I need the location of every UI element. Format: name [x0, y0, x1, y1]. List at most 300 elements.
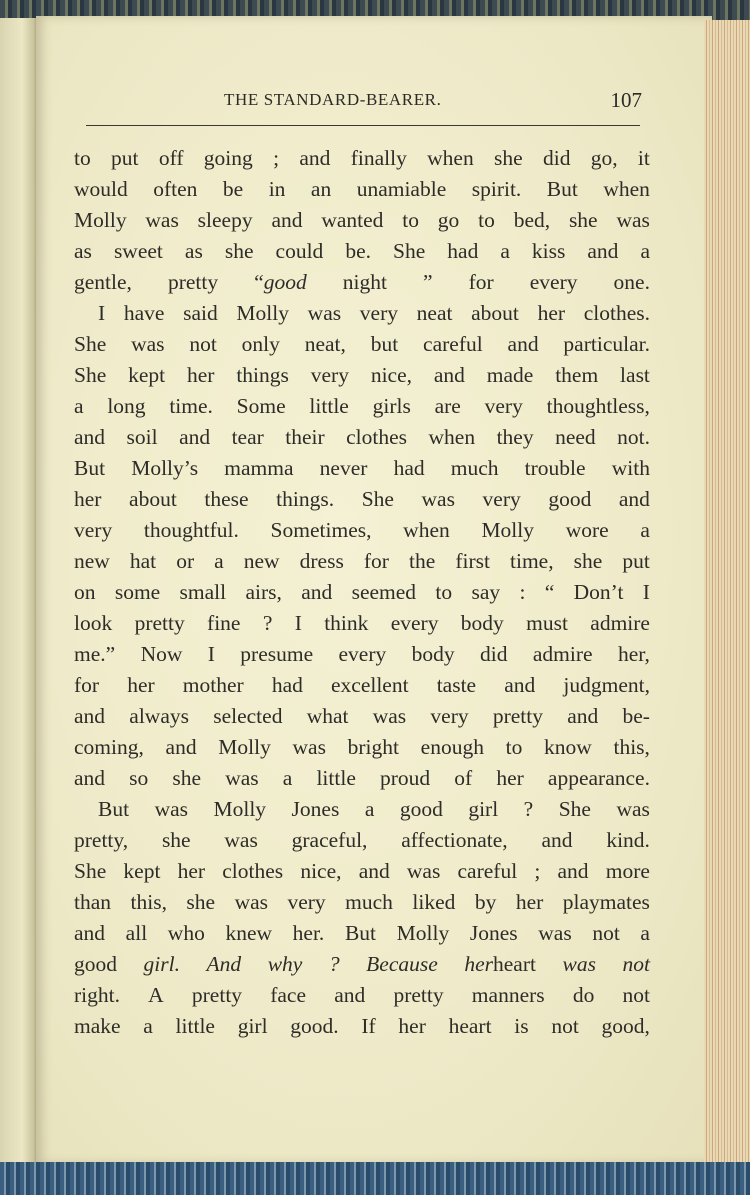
word: new	[243, 549, 280, 573]
word: admire	[532, 642, 593, 666]
word: right.	[74, 983, 120, 1007]
word: time.	[169, 394, 213, 418]
word: pretty	[134, 611, 185, 635]
word: fine	[207, 611, 241, 635]
word: I	[294, 611, 302, 635]
word: girls	[372, 394, 411, 418]
word: pretty	[393, 983, 444, 1007]
word: of	[454, 766, 473, 790]
word: be.	[345, 239, 371, 263]
word: she	[186, 890, 216, 914]
word: a	[640, 921, 650, 945]
word: know	[544, 735, 592, 759]
word: careful	[457, 859, 518, 883]
text-line	[74, 608, 650, 639]
word: And	[206, 952, 242, 976]
text-line	[74, 329, 650, 360]
word: thoughtful.	[143, 518, 239, 542]
word: proud	[380, 766, 431, 790]
text-line	[74, 794, 650, 825]
word: a	[640, 239, 650, 263]
word: her	[515, 890, 544, 914]
word: long	[107, 394, 146, 418]
page-number: 107	[610, 88, 642, 112]
word: Molly	[218, 735, 271, 759]
word: careful	[423, 332, 483, 356]
word: her	[177, 859, 206, 883]
word: a	[143, 1014, 153, 1038]
word: was	[145, 208, 179, 232]
word: not.	[617, 425, 650, 449]
text-line	[74, 391, 650, 422]
word: her.	[292, 921, 325, 945]
word: But	[546, 177, 578, 201]
text-line	[74, 918, 650, 949]
word: sleepy	[197, 208, 253, 232]
text-line	[74, 1011, 650, 1042]
word: did	[480, 642, 508, 666]
text-line	[74, 577, 650, 608]
word: make	[74, 1014, 121, 1038]
word: ?	[262, 611, 273, 635]
word: she	[161, 828, 191, 852]
word: new	[74, 549, 110, 573]
word: very	[310, 363, 349, 387]
word: and	[301, 580, 333, 604]
word: I	[207, 642, 215, 666]
facing-page-edge	[0, 18, 40, 1164]
word: very	[482, 487, 521, 511]
word: Some	[236, 394, 286, 418]
word: Don’t	[573, 580, 624, 604]
word: every	[338, 642, 387, 666]
word: little	[175, 1014, 215, 1038]
page-header	[76, 88, 642, 116]
word: could	[275, 239, 324, 263]
word: did	[542, 146, 571, 170]
word: her	[398, 1014, 426, 1038]
word: was	[225, 766, 259, 790]
word: spirit.	[471, 177, 522, 201]
word: her	[127, 673, 155, 697]
word: She	[558, 797, 591, 821]
text-line	[74, 143, 650, 174]
word: for	[74, 673, 100, 697]
word: good	[399, 797, 443, 821]
word: one.	[613, 270, 650, 294]
word: was	[292, 735, 326, 759]
word: bright	[347, 735, 399, 759]
word: small	[179, 580, 227, 604]
word: these	[204, 487, 249, 511]
word: time,	[510, 549, 554, 573]
word: she	[494, 146, 523, 170]
word: excellent	[330, 673, 409, 697]
word: who	[167, 921, 205, 945]
word: a	[500, 239, 510, 263]
word: more	[605, 859, 650, 883]
word: neat	[416, 301, 453, 325]
word: go,	[590, 146, 618, 170]
word: a	[364, 797, 375, 821]
word: than	[74, 890, 112, 914]
word: But	[98, 797, 130, 821]
word: and	[541, 828, 573, 852]
word: appearance.	[547, 766, 650, 790]
word: I	[642, 580, 650, 604]
word: only	[241, 332, 280, 356]
word: need	[555, 425, 596, 449]
word: was	[224, 828, 258, 852]
text-line	[74, 174, 650, 205]
word: made	[486, 363, 534, 387]
word: sweet	[113, 239, 163, 263]
word: and	[165, 735, 197, 759]
word: going	[203, 146, 253, 170]
word: them	[555, 363, 599, 387]
word: but	[370, 332, 399, 356]
text-line	[74, 887, 650, 918]
word: not	[592, 921, 620, 945]
word: so	[129, 766, 149, 790]
word: to	[74, 146, 91, 170]
word: wanted	[321, 208, 384, 232]
word: when	[428, 425, 476, 449]
word: presume	[240, 642, 314, 666]
word: Jones	[291, 797, 340, 821]
word: But	[344, 921, 377, 945]
word: be	[222, 177, 244, 201]
word: why	[267, 952, 303, 976]
word: her,	[617, 642, 650, 666]
word: put	[111, 146, 139, 170]
word: heart	[448, 1014, 492, 1038]
word: ;	[534, 859, 541, 883]
word: girl.	[143, 952, 180, 976]
word: they	[496, 425, 534, 449]
word: was	[562, 952, 596, 976]
word: never	[319, 456, 368, 480]
word: she	[573, 549, 603, 573]
word: was	[372, 704, 407, 728]
word: She	[74, 859, 107, 883]
word: knew	[225, 921, 273, 945]
word: But	[74, 456, 106, 480]
word: Molly’s	[131, 456, 199, 480]
word: much	[450, 456, 499, 480]
word: face	[270, 983, 307, 1007]
word: first	[455, 549, 490, 573]
word: kiss	[531, 239, 566, 263]
word: airs,	[245, 580, 282, 604]
word: was	[616, 208, 650, 232]
word: taste	[436, 673, 477, 697]
word: not	[551, 1014, 579, 1038]
word: was	[421, 487, 455, 511]
text-line	[74, 298, 650, 329]
word: seemed	[351, 580, 417, 604]
word: “good	[254, 270, 307, 294]
word: and	[618, 487, 650, 511]
word: about	[471, 301, 519, 325]
word: Molly	[74, 208, 127, 232]
word: pretty,	[74, 828, 129, 852]
body-text	[74, 143, 650, 1042]
word: to	[402, 208, 419, 232]
word: Molly	[396, 921, 450, 945]
word: it	[637, 146, 650, 170]
word: things	[236, 363, 289, 387]
word: very	[430, 704, 469, 728]
word: not	[189, 332, 217, 356]
word: she	[568, 208, 598, 232]
word: good,	[601, 1014, 650, 1038]
word: as	[74, 239, 92, 263]
word: very	[484, 394, 523, 418]
word: when	[403, 518, 450, 542]
text-line	[74, 267, 650, 298]
word: :	[519, 580, 526, 604]
word: ?	[523, 797, 534, 821]
word: kept	[128, 363, 166, 387]
word: an	[310, 177, 332, 201]
word: a	[282, 766, 293, 790]
word: pretty	[191, 983, 243, 1007]
word: the	[409, 549, 436, 573]
word: ”	[423, 270, 433, 294]
word: her	[537, 301, 566, 325]
text-line	[74, 949, 650, 980]
word: herheart	[464, 952, 536, 976]
word: graceful,	[291, 828, 368, 852]
word: body	[460, 611, 504, 635]
word: Molly	[481, 518, 535, 542]
word: “	[544, 580, 555, 604]
text-line	[74, 763, 650, 794]
text-line	[74, 732, 650, 763]
word: unamiable	[356, 177, 447, 201]
word: in	[268, 177, 286, 201]
word: much	[345, 890, 393, 914]
word: do	[572, 983, 595, 1007]
word: kept	[123, 859, 161, 883]
word: would	[74, 177, 128, 201]
word: all	[125, 921, 148, 945]
word: night	[342, 270, 387, 294]
word: and	[271, 208, 303, 232]
word: she	[172, 766, 202, 790]
word: are	[434, 394, 461, 418]
text-line	[74, 546, 650, 577]
word: her	[74, 487, 102, 511]
word: nice,	[370, 363, 412, 387]
word: about	[129, 487, 177, 511]
word: little	[309, 394, 349, 418]
word: playmates	[562, 890, 650, 914]
word: A	[148, 983, 164, 1007]
word: was	[154, 797, 188, 821]
word: wore	[565, 518, 609, 542]
book-cover-bottom-edge	[0, 1162, 750, 1195]
word: to	[435, 580, 453, 604]
word: very	[359, 301, 398, 325]
word: was	[616, 797, 650, 821]
word: had	[393, 456, 425, 480]
word: her	[187, 363, 215, 387]
word: She	[74, 332, 107, 356]
word: was	[131, 332, 165, 356]
word: every	[390, 611, 439, 635]
word: this,	[130, 890, 167, 914]
word: must	[526, 611, 568, 635]
word: when	[427, 146, 474, 170]
word: girl	[237, 1014, 268, 1038]
word: to	[505, 735, 523, 759]
word: a	[74, 394, 84, 418]
word: nice,	[300, 859, 342, 883]
word: and	[74, 921, 106, 945]
word: not	[622, 952, 650, 976]
word: is	[514, 1014, 529, 1038]
word: and	[504, 673, 536, 697]
word: little	[316, 766, 356, 790]
word: not	[622, 983, 650, 1007]
word: particular.	[563, 332, 650, 356]
word: and	[74, 704, 106, 728]
word: good.	[290, 1014, 339, 1038]
word: said	[183, 301, 218, 325]
word: Sometimes,	[270, 518, 372, 542]
word: some	[114, 580, 161, 604]
word: She	[393, 239, 426, 263]
word: Because	[366, 952, 438, 976]
word: their	[285, 425, 325, 449]
word: go	[437, 208, 460, 232]
word: a	[214, 549, 224, 573]
word: girl	[468, 797, 499, 821]
word: with	[611, 456, 650, 480]
word: finally	[350, 146, 407, 170]
word: ?	[328, 952, 340, 976]
word: affectionate,	[401, 828, 508, 852]
word: mamma	[224, 456, 294, 480]
word: judgment,	[563, 673, 650, 697]
word: admire	[590, 611, 650, 635]
word: and	[334, 983, 366, 1007]
text-line	[74, 639, 650, 670]
word: hat	[129, 549, 157, 573]
word: a	[640, 518, 650, 542]
word: every	[529, 270, 578, 294]
text-line	[74, 453, 650, 484]
word: and	[179, 425, 211, 449]
word: on	[74, 580, 96, 604]
running-title: THE STANDARD-BEARER.	[224, 90, 442, 109]
word: was	[538, 921, 572, 945]
text-line	[74, 856, 650, 887]
word: always	[129, 704, 189, 728]
word: very	[287, 890, 326, 914]
word: good	[74, 952, 117, 976]
word: for	[363, 549, 389, 573]
word: kind.	[606, 828, 650, 852]
word: for	[468, 270, 494, 294]
text-line	[74, 422, 650, 453]
word: and	[557, 859, 589, 883]
word: tear	[231, 425, 264, 449]
word: think	[324, 611, 369, 635]
word: clothes	[222, 859, 284, 883]
word: be-	[622, 704, 650, 728]
word: coming,	[74, 735, 144, 759]
word: was	[406, 859, 441, 883]
word: and	[74, 766, 106, 790]
word: to	[478, 208, 495, 232]
word: ;	[273, 146, 280, 170]
word: Now	[140, 642, 183, 666]
word: often	[153, 177, 198, 201]
word: and	[567, 704, 599, 728]
word: pretty	[167, 270, 219, 294]
word: neat,	[304, 332, 346, 356]
word: her	[496, 766, 524, 790]
text-line	[74, 515, 650, 546]
word: have	[123, 301, 165, 325]
word: She	[361, 487, 394, 511]
word: off	[158, 146, 184, 170]
word: clothes	[346, 425, 408, 449]
word: and	[587, 239, 619, 263]
word: and	[358, 859, 390, 883]
word: and	[433, 363, 465, 387]
word: dress	[299, 549, 344, 573]
word: gentle,	[74, 270, 132, 294]
word: She	[74, 363, 107, 387]
word: was	[307, 301, 342, 325]
word: thoughtless,	[546, 394, 650, 418]
word: bed,	[513, 208, 551, 232]
word: trouble	[524, 456, 586, 480]
word: good	[548, 487, 592, 511]
page-block-edge	[704, 20, 750, 1166]
text-line	[74, 484, 650, 515]
word: I	[98, 301, 106, 325]
word: last	[620, 363, 650, 387]
word: say	[471, 580, 501, 604]
text-line	[74, 360, 650, 391]
word: she	[224, 239, 254, 263]
word: as	[184, 239, 203, 263]
header-rule	[86, 125, 640, 126]
text-line	[74, 670, 650, 701]
word: by	[474, 890, 497, 914]
word: or	[176, 549, 195, 573]
word: when	[603, 177, 650, 201]
text-line	[74, 825, 650, 856]
word: and	[299, 146, 331, 170]
text-line	[74, 236, 650, 267]
text-line	[74, 205, 650, 236]
word: had	[271, 673, 303, 697]
word: Molly	[213, 797, 267, 821]
word: this,	[613, 735, 650, 759]
word: very	[74, 518, 113, 542]
word: liked	[412, 890, 456, 914]
word: clothes.	[583, 301, 650, 325]
word: put	[622, 549, 650, 573]
word: was	[234, 890, 268, 914]
word: and	[507, 332, 539, 356]
